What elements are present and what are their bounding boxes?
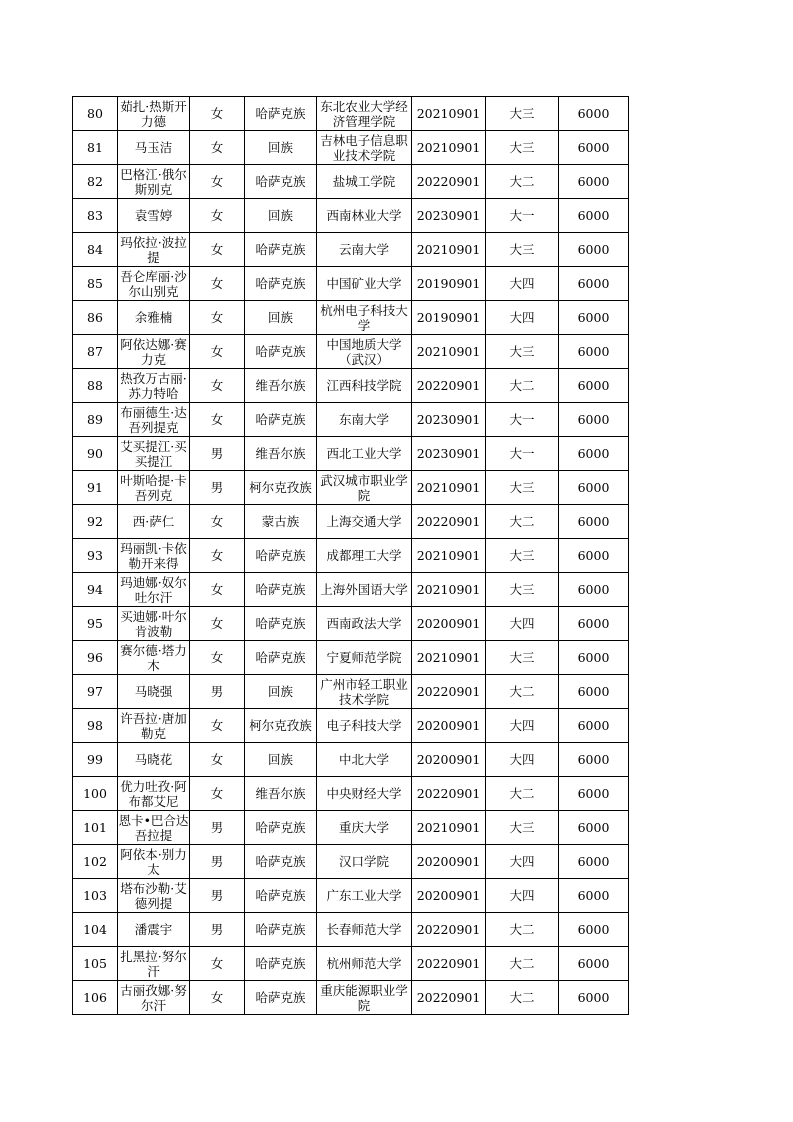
school-cell: 西北工业大学 bbox=[317, 437, 412, 471]
table-row bbox=[73, 267, 629, 301]
enrollment-date-cell: 20220901 bbox=[412, 505, 486, 539]
gender-cell: 女 bbox=[190, 369, 245, 403]
row-number-cell: 96 bbox=[73, 641, 118, 675]
row-number-cell: 95 bbox=[73, 607, 118, 641]
amount-cell: 6000 bbox=[559, 233, 629, 267]
enrollment-date-cell: 20220901 bbox=[412, 981, 486, 1015]
name-cell: 许吾拉·唐加勒克 bbox=[118, 709, 190, 743]
row-number-cell: 101 bbox=[73, 811, 118, 845]
amount-cell: 6000 bbox=[559, 573, 629, 607]
table-row bbox=[73, 777, 629, 811]
gender-cell: 女 bbox=[190, 573, 245, 607]
table-row bbox=[73, 947, 629, 981]
amount-cell: 6000 bbox=[559, 811, 629, 845]
row-number-cell: 93 bbox=[73, 539, 118, 573]
grade-cell: 大三 bbox=[486, 641, 559, 675]
gender-cell: 女 bbox=[190, 641, 245, 675]
gender-cell: 男 bbox=[190, 845, 245, 879]
table-row bbox=[73, 981, 629, 1015]
ethnicity-cell: 柯尔克孜族 bbox=[245, 709, 317, 743]
table-row bbox=[73, 709, 629, 743]
enrollment-date-cell: 20200901 bbox=[412, 709, 486, 743]
grade-cell: 大四 bbox=[486, 743, 559, 777]
row-number-cell: 91 bbox=[73, 471, 118, 505]
ethnicity-cell: 哈萨克族 bbox=[245, 267, 317, 301]
enrollment-date-cell: 20230901 bbox=[412, 199, 486, 233]
amount-cell: 6000 bbox=[559, 777, 629, 811]
row-number-cell: 84 bbox=[73, 233, 118, 267]
row-number-cell: 87 bbox=[73, 335, 118, 369]
school-cell: 中国矿业大学 bbox=[317, 267, 412, 301]
name-cell: 西·萨仁 bbox=[118, 505, 190, 539]
grade-cell: 大二 bbox=[486, 947, 559, 981]
ethnicity-cell: 哈萨克族 bbox=[245, 233, 317, 267]
name-cell: 玛依拉·波拉提 bbox=[118, 233, 190, 267]
student-list-table bbox=[72, 96, 629, 1015]
ethnicity-cell: 回族 bbox=[245, 743, 317, 777]
row-number-cell: 82 bbox=[73, 165, 118, 199]
school-cell: 东南大学 bbox=[317, 403, 412, 437]
school-cell: 江西科技学院 bbox=[317, 369, 412, 403]
grade-cell: 大三 bbox=[486, 539, 559, 573]
amount-cell: 6000 bbox=[559, 97, 629, 131]
name-cell: 古丽孜娜·努尔汗 bbox=[118, 981, 190, 1015]
name-cell: 恩卡•巴合达吾拉提 bbox=[118, 812, 189, 843]
enrollment-date-cell: 20210901 bbox=[412, 573, 486, 607]
table-row bbox=[73, 437, 629, 471]
row-number-cell: 86 bbox=[73, 301, 118, 335]
grade-cell: 大二 bbox=[486, 913, 559, 947]
row-number-cell: 80 bbox=[73, 97, 118, 131]
amount-cell: 6000 bbox=[559, 743, 629, 777]
grade-cell: 大四 bbox=[486, 845, 559, 879]
enrollment-date-cell: 20220901 bbox=[412, 947, 486, 981]
ethnicity-cell: 回族 bbox=[245, 675, 317, 709]
enrollment-date-cell: 20210901 bbox=[412, 641, 486, 675]
name-cell: 艾买提江·买买提江 bbox=[118, 437, 190, 471]
table-row bbox=[73, 879, 629, 913]
gender-cell: 男 bbox=[190, 471, 245, 505]
gender-cell: 女 bbox=[190, 165, 245, 199]
ethnicity-cell: 哈萨克族 bbox=[245, 335, 317, 369]
enrollment-date-cell: 20200901 bbox=[412, 743, 486, 777]
table-row bbox=[73, 641, 629, 675]
table-row bbox=[73, 301, 629, 335]
gender-cell: 女 bbox=[190, 335, 245, 369]
table-row bbox=[73, 539, 629, 573]
enrollment-date-cell: 20210901 bbox=[412, 233, 486, 267]
row-number-cell: 106 bbox=[73, 981, 118, 1015]
school-cell: 云南大学 bbox=[317, 233, 412, 267]
enrollment-date-cell: 20220901 bbox=[412, 777, 486, 811]
gender-cell: 男 bbox=[190, 879, 245, 913]
grade-cell: 大三 bbox=[486, 233, 559, 267]
row-number-cell: 98 bbox=[73, 709, 118, 743]
amount-cell: 6000 bbox=[559, 505, 629, 539]
school-cell: 汉口学院 bbox=[317, 845, 412, 879]
ethnicity-cell: 哈萨克族 bbox=[245, 607, 317, 641]
amount-cell: 6000 bbox=[559, 403, 629, 437]
enrollment-date-cell: 20200901 bbox=[412, 845, 486, 879]
gender-cell: 女 bbox=[190, 709, 245, 743]
name-cell: 扎黑拉·努尔汗 bbox=[118, 947, 190, 981]
ethnicity-cell: 哈萨克族 bbox=[245, 879, 317, 913]
enrollment-date-cell: 20190901 bbox=[412, 301, 486, 335]
row-number-cell: 90 bbox=[73, 437, 118, 471]
name-cell: 巴格江·俄尔斯别克 bbox=[118, 165, 190, 199]
name-cell: 袁雪婷 bbox=[118, 199, 190, 233]
grade-cell: 大一 bbox=[486, 199, 559, 233]
amount-cell: 6000 bbox=[559, 471, 629, 505]
school-cell: 宁夏师范学院 bbox=[317, 641, 412, 675]
grade-cell: 大二 bbox=[486, 675, 559, 709]
gender-cell: 女 bbox=[190, 505, 245, 539]
amount-cell: 6000 bbox=[559, 539, 629, 573]
enrollment-date-cell: 20230901 bbox=[412, 403, 486, 437]
ethnicity-cell: 哈萨克族 bbox=[245, 165, 317, 199]
ethnicity-cell: 柯尔克孜族 bbox=[245, 471, 317, 505]
amount-cell: 6000 bbox=[559, 675, 629, 709]
grade-cell: 大一 bbox=[486, 403, 559, 437]
table-row bbox=[73, 335, 629, 369]
school-cell: 西南政法大学 bbox=[317, 607, 412, 641]
grade-cell: 大三 bbox=[486, 97, 559, 131]
name-cell: 阿依本·别力太 bbox=[118, 845, 190, 879]
amount-cell: 6000 bbox=[559, 131, 629, 165]
school-cell: 重庆大学 bbox=[317, 811, 412, 845]
gender-cell: 女 bbox=[190, 267, 245, 301]
row-number-cell: 105 bbox=[73, 947, 118, 981]
table-row bbox=[73, 573, 629, 607]
name-cell: 余雅楠 bbox=[118, 301, 190, 335]
row-number-cell: 89 bbox=[73, 403, 118, 437]
name-cell: 马晓强 bbox=[118, 675, 190, 709]
row-number-cell: 97 bbox=[73, 675, 118, 709]
ethnicity-cell: 蒙古族 bbox=[245, 505, 317, 539]
enrollment-date-cell: 20210901 bbox=[412, 131, 486, 165]
grade-cell: 大四 bbox=[486, 267, 559, 301]
enrollment-date-cell: 20210901 bbox=[412, 539, 486, 573]
ethnicity-cell: 哈萨克族 bbox=[245, 981, 317, 1015]
name-cell: 布丽德生·达吾列提克 bbox=[118, 403, 190, 437]
amount-cell: 6000 bbox=[559, 981, 629, 1015]
school-cell: 西南林业大学 bbox=[317, 199, 412, 233]
gender-cell: 女 bbox=[190, 131, 245, 165]
school-cell: 广东工业大学 bbox=[317, 879, 412, 913]
name-cell: 优力吐孜·阿布都艾尼 bbox=[118, 777, 190, 811]
school-cell: 杭州电子科技大学 bbox=[317, 301, 412, 335]
table-row bbox=[73, 845, 629, 879]
ethnicity-cell: 哈萨克族 bbox=[245, 913, 317, 947]
grade-cell: 大三 bbox=[486, 131, 559, 165]
table-row bbox=[73, 743, 629, 777]
grade-cell: 大一 bbox=[486, 437, 559, 471]
name-cell: 潘震宇 bbox=[118, 913, 190, 947]
school-cell: 中国地质大学（武汉） bbox=[317, 335, 412, 369]
row-number-cell: 103 bbox=[73, 879, 118, 913]
school-cell: 上海外国语大学 bbox=[317, 573, 412, 607]
grade-cell: 大四 bbox=[486, 709, 559, 743]
name-cell: 赛尔德·塔力木 bbox=[118, 641, 190, 675]
table-row bbox=[73, 199, 629, 233]
grade-cell: 大三 bbox=[486, 335, 559, 369]
name-cell: 热孜万古丽·苏力特哈 bbox=[118, 369, 190, 403]
grade-cell: 大二 bbox=[486, 505, 559, 539]
row-number-cell: 102 bbox=[73, 845, 118, 879]
row-number-cell: 94 bbox=[73, 573, 118, 607]
table-row bbox=[73, 233, 629, 267]
row-number-cell: 83 bbox=[73, 199, 118, 233]
table-row bbox=[73, 97, 629, 131]
gender-cell: 女 bbox=[190, 199, 245, 233]
enrollment-date-cell: 20200901 bbox=[412, 879, 486, 913]
ethnicity-cell: 回族 bbox=[245, 199, 317, 233]
enrollment-date-cell: 20210901 bbox=[412, 811, 486, 845]
ethnicity-cell: 回族 bbox=[245, 301, 317, 335]
amount-cell: 6000 bbox=[559, 709, 629, 743]
name-cell: 马玉洁 bbox=[118, 131, 190, 165]
grade-cell: 大三 bbox=[486, 573, 559, 607]
enrollment-date-cell: 20220901 bbox=[412, 913, 486, 947]
table-row bbox=[73, 675, 629, 709]
amount-cell: 6000 bbox=[559, 335, 629, 369]
amount-cell: 6000 bbox=[559, 913, 629, 947]
school-cell: 广州市轻工职业技术学院 bbox=[317, 675, 412, 709]
grade-cell: 大二 bbox=[486, 777, 559, 811]
school-cell: 成都理工大学 bbox=[317, 539, 412, 573]
school-cell: 武汉城市职业学院 bbox=[317, 471, 412, 505]
school-cell: 重庆能源职业学院 bbox=[317, 981, 412, 1015]
gender-cell: 男 bbox=[190, 675, 245, 709]
school-cell: 东北农业大学经济管理学院 bbox=[317, 97, 412, 131]
ethnicity-cell: 哈萨克族 bbox=[245, 403, 317, 437]
amount-cell: 6000 bbox=[559, 879, 629, 913]
gender-cell: 男 bbox=[190, 437, 245, 471]
grade-cell: 大三 bbox=[486, 471, 559, 505]
table-row bbox=[73, 811, 629, 845]
enrollment-date-cell: 20220901 bbox=[412, 369, 486, 403]
grade-cell: 大四 bbox=[486, 607, 559, 641]
amount-cell: 6000 bbox=[559, 437, 629, 471]
name-cell: 玛丽凯·卡依勒开来得 bbox=[118, 539, 190, 573]
gender-cell: 女 bbox=[190, 97, 245, 131]
ethnicity-cell: 维吾尔族 bbox=[245, 777, 317, 811]
amount-cell: 6000 bbox=[559, 947, 629, 981]
table-row bbox=[73, 913, 629, 947]
amount-cell: 6000 bbox=[559, 845, 629, 879]
grade-cell: 大四 bbox=[486, 301, 559, 335]
school-cell: 上海交通大学 bbox=[317, 505, 412, 539]
ethnicity-cell: 哈萨克族 bbox=[245, 845, 317, 879]
name-cell: 茹扎·热斯开力德 bbox=[118, 97, 190, 131]
grade-cell: 大三 bbox=[486, 811, 559, 845]
amount-cell: 6000 bbox=[559, 641, 629, 675]
enrollment-date-cell: 20200901 bbox=[412, 607, 486, 641]
row-number-cell: 88 bbox=[73, 369, 118, 403]
enrollment-date-cell: 20190901 bbox=[412, 267, 486, 301]
table-body bbox=[73, 97, 629, 1015]
school-cell: 中北大学 bbox=[317, 743, 412, 777]
ethnicity-cell: 哈萨克族 bbox=[245, 641, 317, 675]
name-cell: 买迪娜·叶尔肯波勒 bbox=[118, 607, 190, 641]
row-number-cell: 99 bbox=[73, 743, 118, 777]
amount-cell: 6000 bbox=[559, 301, 629, 335]
ethnicity-cell: 哈萨克族 bbox=[245, 573, 317, 607]
enrollment-date-cell: 20220901 bbox=[412, 675, 486, 709]
school-cell: 长春师范大学 bbox=[317, 913, 412, 947]
enrollment-date-cell: 20220901 bbox=[412, 165, 486, 199]
table-row bbox=[73, 369, 629, 403]
table-row bbox=[73, 131, 629, 165]
gender-cell: 女 bbox=[190, 947, 245, 981]
gender-cell: 女 bbox=[190, 777, 245, 811]
gender-cell: 男 bbox=[190, 913, 245, 947]
table-row bbox=[73, 471, 629, 505]
ethnicity-cell: 哈萨克族 bbox=[245, 947, 317, 981]
row-number-cell: 100 bbox=[73, 777, 118, 811]
ethnicity-cell: 维吾尔族 bbox=[245, 369, 317, 403]
school-cell: 吉林电子信息职业技术学院 bbox=[317, 131, 412, 165]
gender-cell: 女 bbox=[190, 743, 245, 777]
name-cell: 吾仑库丽·沙尔山别克 bbox=[118, 267, 190, 301]
row-number-cell: 92 bbox=[73, 505, 118, 539]
ethnicity-cell: 哈萨克族 bbox=[245, 811, 317, 845]
school-cell: 杭州师范大学 bbox=[317, 947, 412, 981]
grade-cell: 大四 bbox=[486, 879, 559, 913]
school-cell: 盐城工学院 bbox=[317, 165, 412, 199]
gender-cell: 女 bbox=[190, 301, 245, 335]
gender-cell: 女 bbox=[190, 607, 245, 641]
row-number-cell: 104 bbox=[73, 913, 118, 947]
grade-cell: 大二 bbox=[486, 981, 559, 1015]
row-number-cell: 85 bbox=[73, 267, 118, 301]
row-number-cell: 81 bbox=[73, 131, 118, 165]
grade-cell: 大二 bbox=[486, 165, 559, 199]
ethnicity-cell: 回族 bbox=[245, 131, 317, 165]
name-cell: 阿依达娜·赛力克 bbox=[118, 335, 190, 369]
table-row bbox=[73, 165, 629, 199]
amount-cell: 6000 bbox=[559, 165, 629, 199]
name-cell: 叶斯哈提·卡吾列克 bbox=[118, 471, 190, 505]
ethnicity-cell: 哈萨克族 bbox=[245, 539, 317, 573]
name-cell: 塔布沙勒·艾德列提 bbox=[118, 879, 190, 913]
gender-cell: 男 bbox=[190, 811, 245, 845]
ethnicity-cell: 维吾尔族 bbox=[245, 437, 317, 471]
gender-cell: 女 bbox=[190, 539, 245, 573]
name-cell: 马晓花 bbox=[118, 743, 190, 777]
enrollment-date-cell: 20210901 bbox=[412, 471, 486, 505]
school-cell: 中央财经大学 bbox=[317, 777, 412, 811]
enrollment-date-cell: 20210901 bbox=[412, 97, 486, 131]
ethnicity-cell: 哈萨克族 bbox=[245, 97, 317, 131]
table-row bbox=[73, 505, 629, 539]
gender-cell: 女 bbox=[190, 233, 245, 267]
amount-cell: 6000 bbox=[559, 267, 629, 301]
name-cell: 玛迪娜·奴尔吐尔汗 bbox=[118, 573, 190, 607]
enrollment-date-cell: 20230901 bbox=[412, 437, 486, 471]
school-cell: 电子科技大学 bbox=[317, 709, 412, 743]
gender-cell: 女 bbox=[190, 981, 245, 1015]
grade-cell: 大二 bbox=[486, 369, 559, 403]
amount-cell: 6000 bbox=[559, 199, 629, 233]
table-row bbox=[73, 607, 629, 641]
amount-cell: 6000 bbox=[559, 607, 629, 641]
enrollment-date-cell: 20210901 bbox=[412, 335, 486, 369]
amount-cell: 6000 bbox=[559, 369, 629, 403]
table-row bbox=[73, 403, 629, 437]
gender-cell: 女 bbox=[190, 403, 245, 437]
